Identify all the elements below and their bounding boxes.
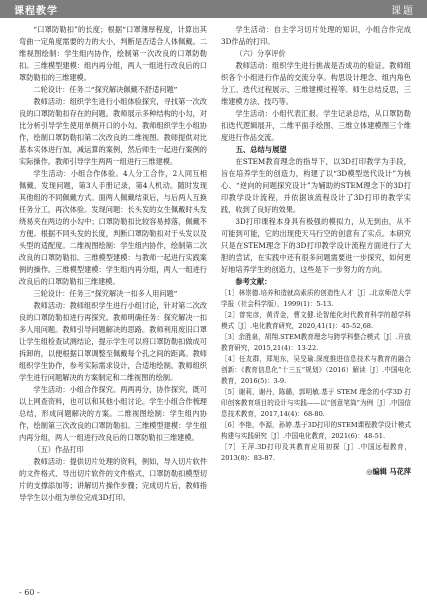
editor-credit: ◎编辑 马花萍 — [366, 467, 411, 476]
page-header-band — [0, 0, 427, 18]
references-heading: 参考文献： — [235, 277, 272, 286]
paragraph: 学生活动：小组合作探究。两两再分，协作探究，既可以上网查资料，也可以和其他小组讨论。学生小组合作梳理总结，形成问题解决的方案。二维视图绘制：学生组内协作，绘制第三次改良的口罩防勒扣。三维模型建模：学生组内再分组，两人一组进行改良后的口罩防勒扣三维建模。 — [19, 385, 207, 442]
paragraph: 学生活动：小组代表汇报。学生记录总结，从口罩防勒扣迭代逻辑展开，二维平面手绘图、三维立体建模图三个维度进行作品交流。 — [221, 109, 411, 142]
reference-item: ［7］王萍.3D打印及其教育应用初探［J］.中国远程教育，2013(8)：83-87. — [221, 443, 411, 462]
section-label: 课程教学 — [14, 6, 58, 17]
reference-item: ［4］任友群，郑旭东，吴旻瑜.深度推进信息技术与教育的融合创新：《教育信息化“十三五”规划》（2016）解读［J］.中国电化教育，2016(5)：3-9. — [221, 355, 411, 385]
left-column — [19, 24, 207, 584]
column-label: 课题 — [391, 6, 415, 17]
subheading: （六）分享评价 — [235, 49, 286, 58]
paragraph: 3D打印课程本身具有极强的模拟力，从无到由，从不可能到可能，它的出现使天马行空的创意有了实点。本研究只是在STEM理念下的3D打印教学设计流程方面进行了大胆的尝试，在实践中还有很多问题需要进一步探究，如何更好地培养学生的创造力，这些是下一步努力的方向。 — [221, 217, 411, 274]
reference-item: ［1］林崇德.培养和造就高素质的创造性人才［J］.北京师范大学学报（社会科学版），1999(1)：5-13. — [221, 289, 411, 308]
paragraph: 在STEM教育理念的指导下，以3D打印教学为手段，旨在培养学生的创造力，构建了以“3D模型迭代设计”为核心、“逆向的问题探究设计”为辅助的STEM理念下的3D打印教学设计流程，并依据该流程设计了3D打印的教学实践，收到了良好的效果。 — [221, 157, 411, 214]
right-column — [221, 24, 411, 584]
paragraph: 教师活动：教师组织学生进行小组讨论，针对第二次改良的口罩防勒扣进行再探究。教师明确任务：探究解决一扣多人用问题。教师引导问题解决的思路。教师利用废旧口罩让学生组检查试测结论，提示学生可以将口罩防勒扣做成可拆卸的，以便根据口罩调整至佩戴每个孔之间的距离。教师组织学生协作，参考实际需求设计，合适地绘制。教师组织学生进行问题解决的方案制定和二维视图的绘制。 — [19, 301, 207, 382]
reference-item: ［5］谢莉，谢丹，陈璐，郭明敏.基于 STEM 理念的小学3D 打印创客教育项目的设计与实践——以“创意笔筒”为例［J］.中国信息技术教育，2017,14(4)：68-80. — [221, 388, 411, 418]
subheading: 三轮设计：任务三“探究解决一扣多人用问题” — [33, 289, 178, 298]
subheading: （五）作品打印 — [33, 445, 84, 454]
reference-item: ［3］余胜泉，胡翔.STEM教育理念与跨学科整合模式［J］.开放教育研究，2015,21(4)：13-22. — [221, 333, 411, 352]
paragraph: 教师活动：提供切片处理的资料，例如，导入切片软件的文件格式、导出切片软件的文件格式、口罩防勒扣模型切片的支撑添加等；讲解切片操作步骤；完成切片后，教师指导学生以小组为单位完成3D打印。 — [19, 457, 207, 502]
paragraph: 学生活动：自主学习切片处理的知识，小组合作完成3D作品的打印。 — [221, 25, 411, 46]
page-number: - 60 - — [19, 588, 40, 597]
section-heading: 五、总结与展望 — [235, 145, 287, 154]
reference-item: ［2］曾宪彦，黄青金，曹文健.论智能化时代教育科学的超学科模式［J］.电化教育研究，2020,41(1)：45-52,68. — [221, 311, 411, 330]
subheading: 二轮设计：任务二“探究解决佩戴不舒适问题” — [33, 85, 178, 94]
paragraph: 学生活动：小组合作体验。4人分工合作，2人同互相佩戴、发现问题，第3人手册记录，第4人机动。随时发现其他组的不同佩戴方式。面两人佩戴结束后，与后两人互换任务分工，再次体验。发现问题：长头发的女生佩戴时头发绕易夹在两边的小勾中；口罩防勒扣比较容易掉落，佩戴不方便。根据不同头发的长度，判断口罩防勒扣对于头发以及头型的适配度。二维视图绘制：学生组内协作，绘制第二次改良的口罩防勒扣。三维模型建模：与教师一起进行实践案例的操作。三维模型建模：学生组内再分组，两人一组进行改良后的口罩防勒扣三维建模。 — [19, 169, 207, 286]
reference-item: ［6］李艳，李源，孙婷.基于3D打印的STEM课程教学设计模式构建与实践研究［J］.中国电化教育，2021(6)：48-51. — [221, 421, 411, 440]
paragraph: 教师活动：组织学生进行挑战是否成功的验证。教师组织各个小组进行作品的交流分享。构思设计理念、组内角色分工、迭代过程展示、三维建模过程等。师生总结反思，三维建模方法、技巧等。 — [221, 61, 411, 106]
paragraph: 教师活动：组织学生进行小组体验探究，寻找第一次改良的口罩防勒扣存在的问题。教师展示多种结构的小勾，对比分析引导学生使用单侧开口的小勾。教师组织学生小组协作，绘制口罩防勒扣第二次改良的二维视图。教师提供对比基本实体进行加，减运算的案例，然后师生一起进行案例的实际操作。教师引导学生两两一组进行三维建模。 — [19, 97, 207, 166]
paragraph: “口罩防勒扣”的长度；根据“口罩薄厚程度，计算出其弯曲一定角度需要的力的大小，判断是否适合人体佩戴。二维视图绘制：学生组内协作，绘制第一次改良的口罩防勒扣。三维模型建模：组内再分组，两人一组进行改良后的口罩防勒扣的三维建模。 — [19, 25, 207, 82]
